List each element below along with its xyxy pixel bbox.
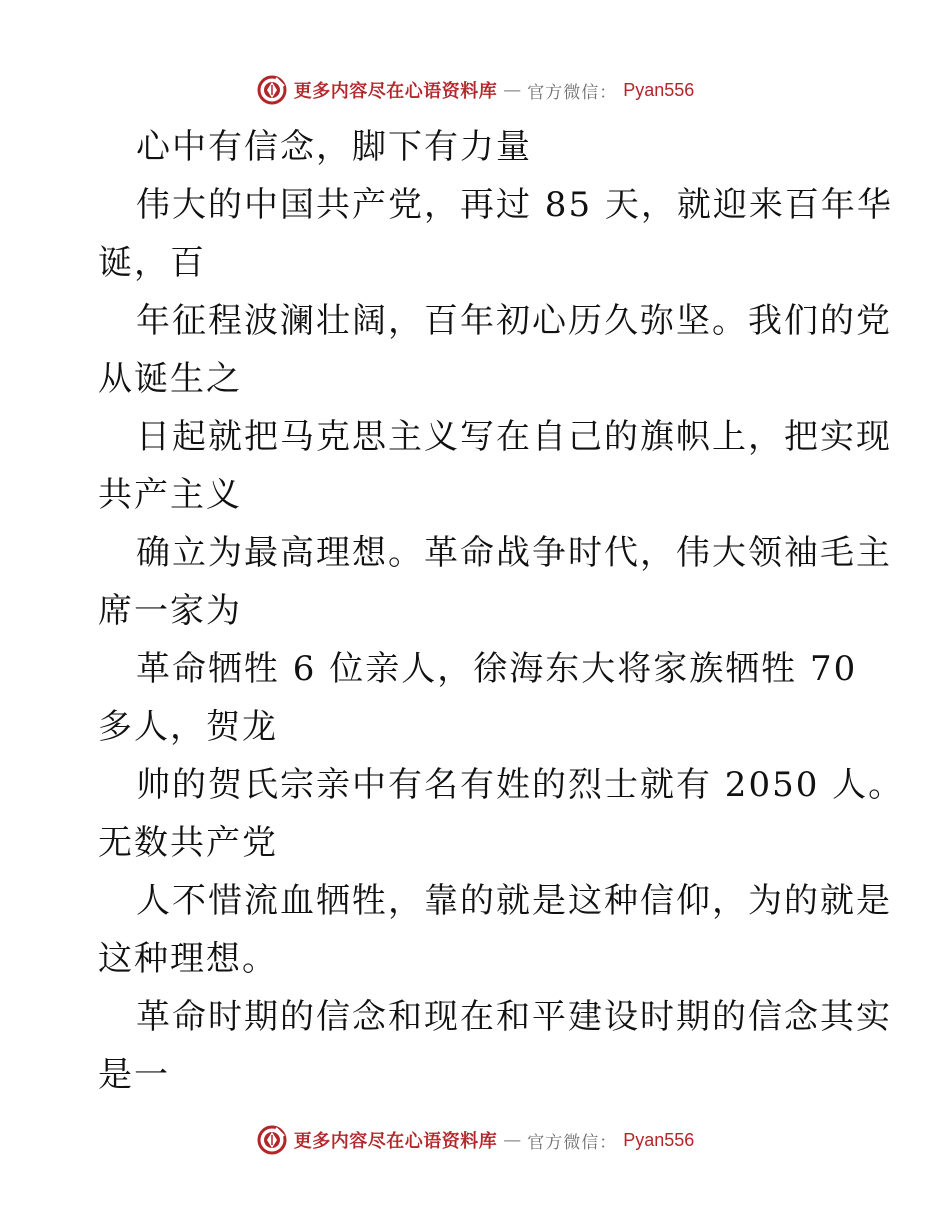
text-line: 共产主义 — [98, 475, 242, 515]
footer-wechat-id: Pyan556 — [623, 1129, 695, 1150]
text-line: 确立为最高理想。革命战争时代，伟大领袖毛主 — [136, 533, 892, 573]
text-line: 日起就把马克思主义写在自己的旗帜上，把实现 — [136, 417, 892, 457]
pen-nib-icon — [256, 74, 288, 106]
text-line: 席一家为 — [98, 591, 242, 631]
text-line: 从诞生之 — [98, 359, 242, 399]
text-line: 伟大的中国共产党，再过 85 天，就迎来百年华 — [136, 185, 893, 225]
text-line: 年征程波澜壮阔，百年初心历久弥坚。我们的党 — [136, 301, 892, 341]
footer-site-text: 更多内容尽在心语资料库 — [293, 1131, 498, 1152]
text-line: 革命时期的信念和现在和平建设时期的信念其实 — [136, 997, 892, 1037]
text-line: 这种理想。 — [98, 939, 278, 979]
text-line: 帅的贺氏宗亲中有名有姓的烈士就有 2050 人。 — [136, 765, 905, 805]
text-line: 无数共产党 — [98, 823, 278, 863]
document-title: 心中有信念，脚下有力量 — [136, 127, 532, 167]
header-banner — [256, 74, 695, 106]
footer-wechat-label: 官方微信： — [527, 1132, 618, 1153]
text-line: 多人，贺龙 — [98, 707, 278, 747]
text-line: 革命牺牲 6 位亲人，徐海东大将家族牺牲 70 — [136, 649, 858, 689]
header-site-text: 更多内容尽在心语资料库 — [293, 81, 498, 102]
text-line: 诞，百 — [98, 243, 206, 283]
footer-separator: — — [503, 1129, 522, 1151]
page-header — [0, 70, 950, 110]
footer-banner — [256, 1124, 695, 1156]
header-wechat-label: 官方微信： — [527, 82, 618, 103]
page-footer — [0, 1120, 950, 1160]
header-separator: — — [503, 79, 522, 101]
header-wechat-id: Pyan556 — [623, 79, 695, 100]
pen-nib-icon — [256, 1124, 288, 1156]
document-body — [98, 118, 905, 1104]
text-line: 是一 — [98, 1055, 170, 1095]
text-line: 人不惜流血牺牲，靠的就是这种信仰，为的就是 — [136, 881, 892, 921]
